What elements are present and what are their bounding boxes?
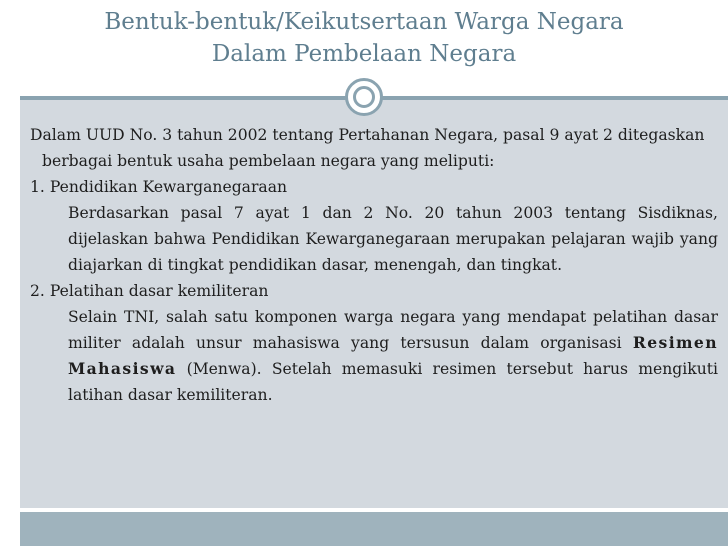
inner-ring bbox=[353, 86, 375, 108]
item-1-heading: 1. Pendidikan Kewarganegaraan bbox=[30, 178, 288, 196]
item-1-body: Berdasarkan pasal 7 ayat 1 dan 2 No. 20 tahun 2003 tentang Sisdiknas, dijelaskan bahwa Pendidikan Kewarganegaraan merupakan pelajaran wajib yang diajarkan di tingkat pendidikan dasar, menengah, dan tingkat. bbox=[68, 204, 718, 274]
title-line-1: Bentuk-bentuk/Keikutsertaan Warga Negara bbox=[104, 9, 624, 35]
resimen-mahasiswa-bold: Resimen Mahasiswa bbox=[68, 333, 718, 378]
slide-title bbox=[0, 6, 728, 70]
footer-separator bbox=[20, 508, 728, 510]
intro-paragraph: Dalam UUD No. 3 tahun 2002 tentang Pertahanan Negara, pasal 9 ayat 2 ditegaskan berbagai bentuk usaha pembelaan negara yang meliputi: bbox=[30, 126, 705, 170]
item-2-heading: 2. Pelatihan dasar kemiliteran bbox=[30, 282, 269, 300]
title-line-2: Dalam Pembelaan Negara bbox=[211, 41, 517, 67]
circle-ornament-icon bbox=[345, 78, 383, 116]
item-2-body bbox=[30, 304, 718, 408]
item-2-body-after: (Menwa). Setelah memasuki resimen tersebut harus mengikuti latihan dasar kemiliteran. bbox=[68, 360, 718, 404]
footer-bar bbox=[20, 512, 728, 546]
item-2-body-before: Selain TNI, salah satu komponen warga negara yang mendapat pelatihan dasar militer adalah unsur mahasiswa yang tersusun dalam organisasi bbox=[68, 308, 718, 352]
content-panel bbox=[20, 100, 728, 508]
content-text bbox=[30, 122, 718, 408]
